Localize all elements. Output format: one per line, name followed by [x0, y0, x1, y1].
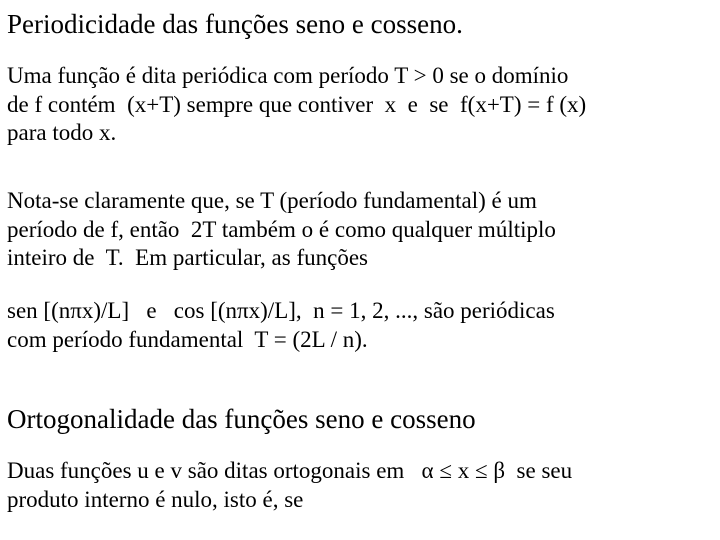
- text-line: Nota-se claramente que, se T (período fundamental) é um: [7, 188, 537, 213]
- paragraph-sin-cos-periodic: [7, 297, 555, 354]
- text-line: sen [(nπx)/L] e cos [(nπx)/L], n = 1, 2, ..., são periódicas: [7, 298, 555, 323]
- text-line: com período fundamental T = (2L / n).: [7, 326, 368, 352]
- text-line: Uma função é dita periódica com período T > 0 se o domínio: [7, 63, 569, 88]
- paragraph-definition: [7, 62, 586, 148]
- text-line: Duas funções u e v são ditas ortogonais em α ≤ x ≤ β se seu: [7, 458, 573, 483]
- text-line: para todo x.: [7, 120, 117, 145]
- text-line: inteiro de T. Em particular, as funções: [7, 245, 368, 270]
- text-line: produto interno é nulo, isto é, se: [7, 486, 304, 512]
- section-title-ortogonalidade: Ortogonalidade das funções seno e cosseno: [7, 404, 476, 434]
- paragraph-fundamental-period: [7, 187, 556, 273]
- section-title-periodicidade: Periodicidade das funções seno e cosseno.: [7, 9, 463, 39]
- text-line: de f contém (x+T) sempre que contiver x e se f(x+T) = f (x): [7, 91, 587, 117]
- paragraph-orthogonal-definition: [7, 457, 572, 514]
- text-line: período de f, então 2T também o é como qualquer múltiplo: [7, 216, 556, 242]
